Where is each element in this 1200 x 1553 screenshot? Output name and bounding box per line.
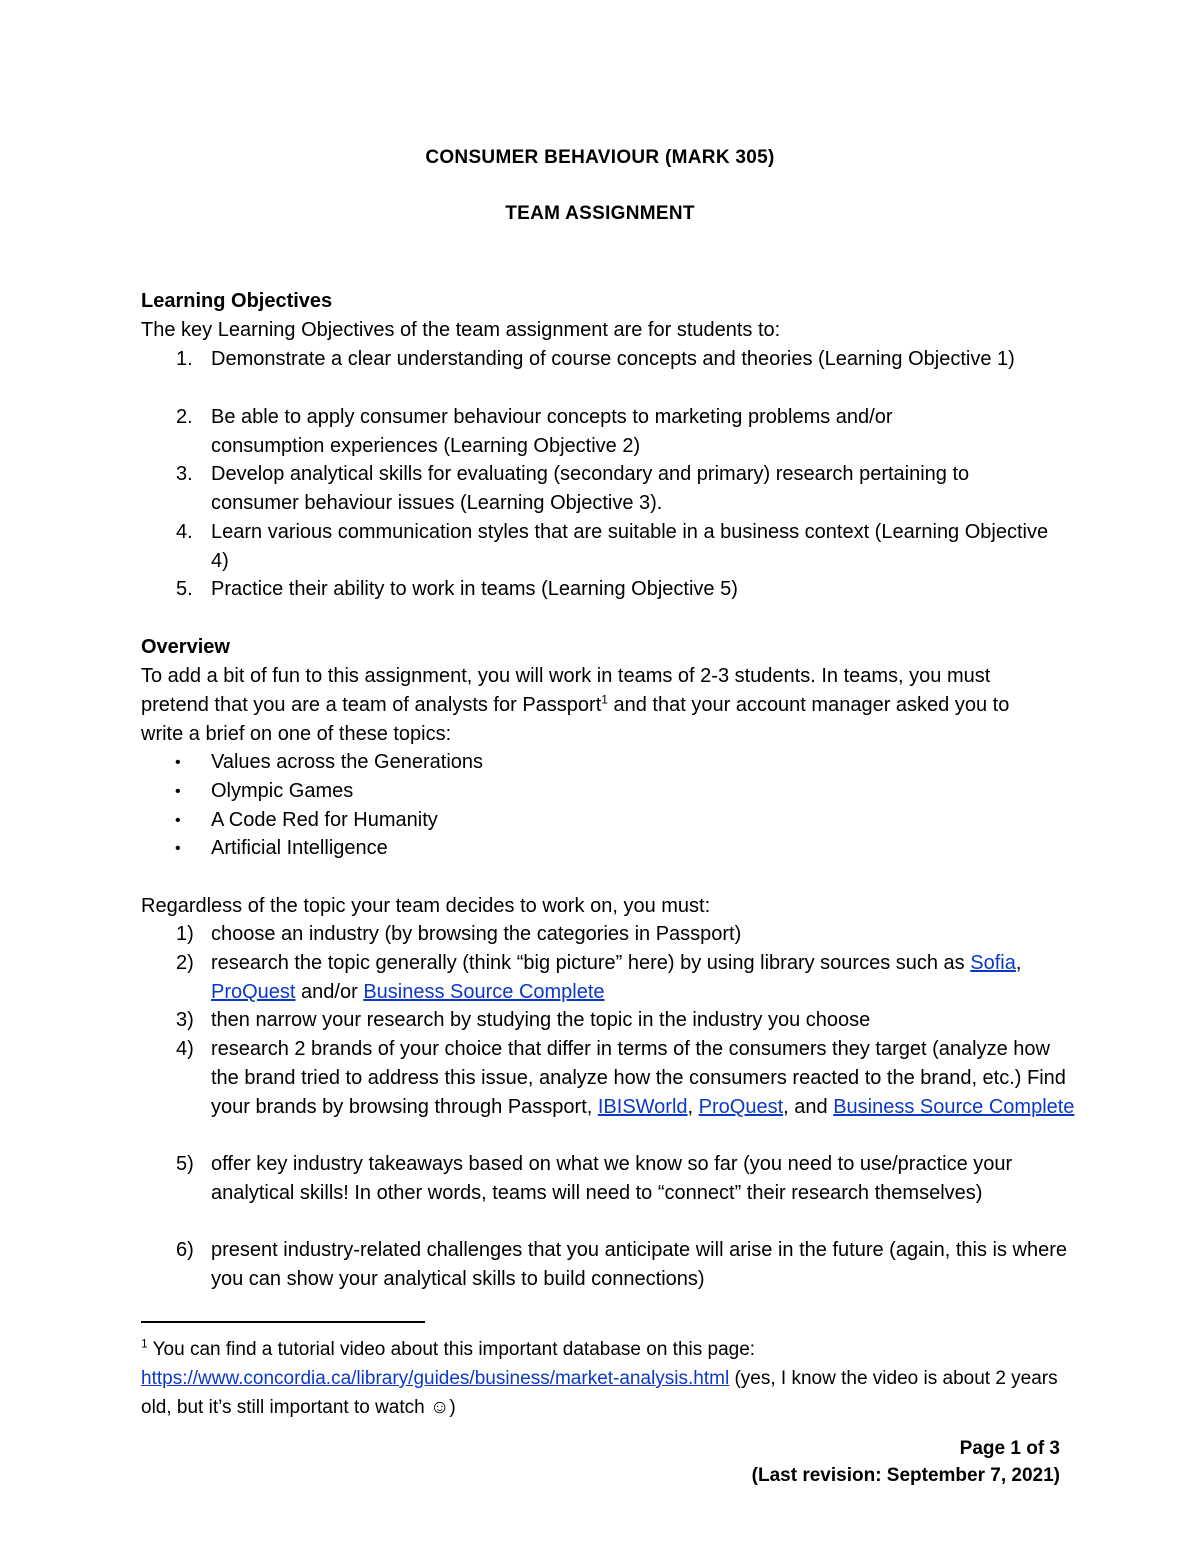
requirement-number: 1) xyxy=(176,923,194,945)
business-source-complete-link[interactable]: Business Source Complete xyxy=(833,1096,1075,1118)
overview-paragraph: To add a bit of fun to this assignment, you will work in teams of 2-3 students. In teams, you must pretend that you are a team of analysts for Passport$^1$ and that your account manager asked you to write a brief on one of these topics: xyxy=(141,665,1010,745)
requirement-number: 4) xyxy=(176,1038,194,1060)
business-source-complete-link[interactable]: Business Source Complete xyxy=(363,981,605,1003)
requirement-item: research the topic generally (think “big picture” here) by using library sources such as Sofia, ProQuest and/or Business Source Complete xyxy=(211,952,1022,1003)
objectives-heading: Learning Objectives xyxy=(141,290,333,312)
objective-item: Develop analytical skills for evaluating (secondary and primary) research pertaining to consumer behaviour issues (Learning Objective 3). xyxy=(211,463,970,514)
objective-item: Learn various communication styles that are suitable in a business context (Learning Objective 4) xyxy=(211,521,1049,572)
topic-item: Values across the Generations xyxy=(211,751,484,773)
course-title: CONSUMER BEHAVIOUR (MARK 305) xyxy=(425,147,775,168)
overview-heading: Overview xyxy=(141,636,230,658)
requirement-number: 6) xyxy=(176,1239,194,1261)
requirements-intro: Regardless of the topic your team decides to work on, you must: xyxy=(141,895,711,917)
objective-number: 4. xyxy=(176,521,193,543)
footnote-separator xyxy=(141,1321,425,1323)
objective-item: Demonstrate a clear understanding of course concepts and theories (Learning Objective 1) xyxy=(211,348,1015,370)
objective-item: Be able to apply consumer behaviour concepts to marketing problems and/or consumption experiences (Learning Objective 2) xyxy=(211,406,893,457)
objective-number: 1. xyxy=(176,348,193,370)
ibisworld-link[interactable]: IBISWorld xyxy=(597,1096,688,1118)
requirement-item: then narrow your research by studying the topic in the industry you choose xyxy=(211,1009,871,1031)
objective-number: 5. xyxy=(176,578,193,600)
footnote-marker: 1 xyxy=(141,1336,148,1351)
sofia-link[interactable]: Sofia xyxy=(970,952,1016,974)
objectives-intro: The key Learning Objectives of the team assignment are for students to: xyxy=(141,319,781,341)
topic-item: Olympic Games xyxy=(211,780,354,802)
page-number: Page 1 of 3 xyxy=(959,1438,1060,1459)
requirement-number: 5) xyxy=(176,1153,194,1175)
footnote-reference[interactable]: 1 xyxy=(601,692,608,707)
requirement-number: 3) xyxy=(176,1009,194,1031)
bullet-icon: • xyxy=(175,812,181,829)
proquest-link[interactable]: ProQuest xyxy=(211,981,296,1003)
objective-number: 3. xyxy=(176,463,193,485)
market-analysis-guide-link[interactable]: https://www.concordia.ca/library/guides/business/market-analysis.html xyxy=(141,1368,730,1389)
requirement-item: choose an industry (by browsing the categories in Passport) xyxy=(211,923,742,945)
requirement-item: offer key industry takeaways based on what we know so far (you need to use/practice your analytical skills! In other words, teams will need to “connect” their research themselves) xyxy=(211,1153,1013,1204)
bullet-icon: • xyxy=(175,783,181,800)
bullet-icon: • xyxy=(175,840,181,857)
assignment-title: TEAM ASSIGNMENT xyxy=(505,203,695,224)
last-revision: (Last revision: September 7, 2021) xyxy=(751,1465,1060,1486)
bullet-icon: • xyxy=(175,754,181,771)
objective-number: 2. xyxy=(176,406,193,428)
topic-item: Artificial Intelligence xyxy=(211,837,388,859)
footnote: $^1$ You can find a tutorial video about this important database on this page: https://www.concordia.ca/library/guides/business/market-analysis.html (yes, I know the video is about 2 years old, but it’s still important to watch ☺) xyxy=(141,1336,1058,1418)
proquest-link[interactable]: ProQuest xyxy=(698,1096,784,1118)
requirement-item: present industry-related challenges that you anticipate will arise in the future (again, this is where you can show your analytical skills to build connections) xyxy=(211,1239,1068,1290)
requirement-number: 2) xyxy=(176,952,194,974)
objective-item: Practice their ability to work in teams (Learning Objective 5) xyxy=(211,578,738,600)
topic-item: A Code Red for Humanity xyxy=(211,809,438,831)
requirement-item: research 2 brands of your choice that differ in terms of the consumers they target (analyze how the brand tried to address this issue, analyze how the consumers reacted to the brand, etc.) Find your brands by browsing through Passport, IBISWorld, ProQuest, and Business Source Complete xyxy=(211,1038,1075,1118)
